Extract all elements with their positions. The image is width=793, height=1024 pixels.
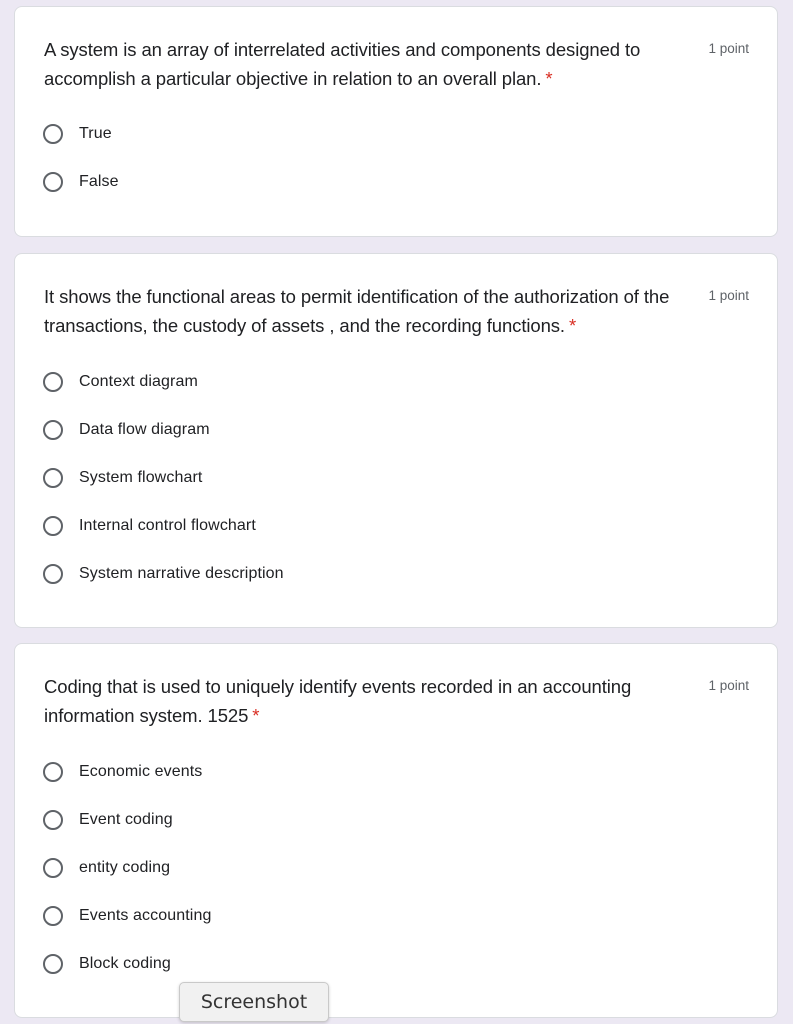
radio-button[interactable] [43, 124, 63, 144]
option-label: True [79, 125, 112, 142]
option-label: System flowchart [79, 469, 203, 486]
radio-button[interactable] [43, 858, 63, 878]
options-list [43, 748, 749, 988]
option-events-accounting[interactable] [43, 892, 749, 940]
option-block-coding[interactable] [43, 940, 749, 988]
option-label: Economic events [79, 763, 203, 780]
options-list [43, 110, 749, 206]
question-header [44, 282, 749, 340]
option-data-flow-diagram[interactable] [43, 406, 749, 454]
option-entity-coding[interactable] [43, 844, 749, 892]
required-asterisk: * [568, 315, 577, 336]
option-true[interactable] [43, 110, 749, 158]
required-asterisk: * [252, 705, 260, 726]
radio-button[interactable] [43, 762, 63, 782]
question-title: A system is an array of interrelated activities and components designed to accomplish a particular objective in relation to an overall plan. * [44, 39, 641, 89]
question-card-3 [14, 643, 778, 1018]
option-label: Context diagram [79, 373, 198, 390]
radio-button[interactable] [43, 810, 63, 830]
option-context-diagram[interactable] [43, 358, 749, 406]
question-points: 1 point [708, 678, 749, 693]
option-label: False [79, 173, 119, 190]
radio-button[interactable] [43, 564, 63, 584]
question-header [44, 672, 749, 730]
option-label: Data flow diagram [79, 421, 210, 438]
question-card-2 [14, 253, 778, 628]
radio-button[interactable] [43, 954, 63, 974]
option-event-coding[interactable] [43, 796, 749, 844]
radio-button[interactable] [43, 420, 63, 440]
option-label: Event coding [79, 811, 173, 828]
options-list [43, 358, 749, 598]
option-system-flowchart[interactable] [43, 454, 749, 502]
question-header [44, 35, 749, 93]
option-internal-control-flowchart[interactable] [43, 502, 749, 550]
required-asterisk: * [545, 68, 553, 89]
question-title: It shows the functional areas to permit identification of the authorization of the transactions, the custody of assets , and the recording functions. * [44, 286, 670, 336]
radio-button[interactable] [43, 516, 63, 536]
radio-button[interactable] [43, 468, 63, 488]
question-points: 1 point [708, 41, 749, 56]
screenshot-button[interactable]: Screenshot [179, 982, 329, 1022]
option-label: System narrative description [79, 565, 284, 582]
option-label: entity coding [79, 859, 171, 876]
option-false[interactable] [43, 158, 749, 206]
option-label: Internal control flowchart [79, 517, 256, 534]
radio-button[interactable] [43, 906, 63, 926]
radio-button[interactable] [43, 172, 63, 192]
question-title: Coding that is used to uniquely identify events recorded in an accounting information system. 1525 * [44, 676, 632, 726]
question-card-1 [14, 6, 778, 237]
question-points: 1 point [708, 288, 749, 303]
option-system-narrative-description[interactable] [43, 550, 749, 598]
radio-button[interactable] [43, 372, 63, 392]
option-economic-events[interactable] [43, 748, 749, 796]
option-label: Block coding [79, 955, 171, 972]
option-label: Events accounting [79, 907, 212, 924]
